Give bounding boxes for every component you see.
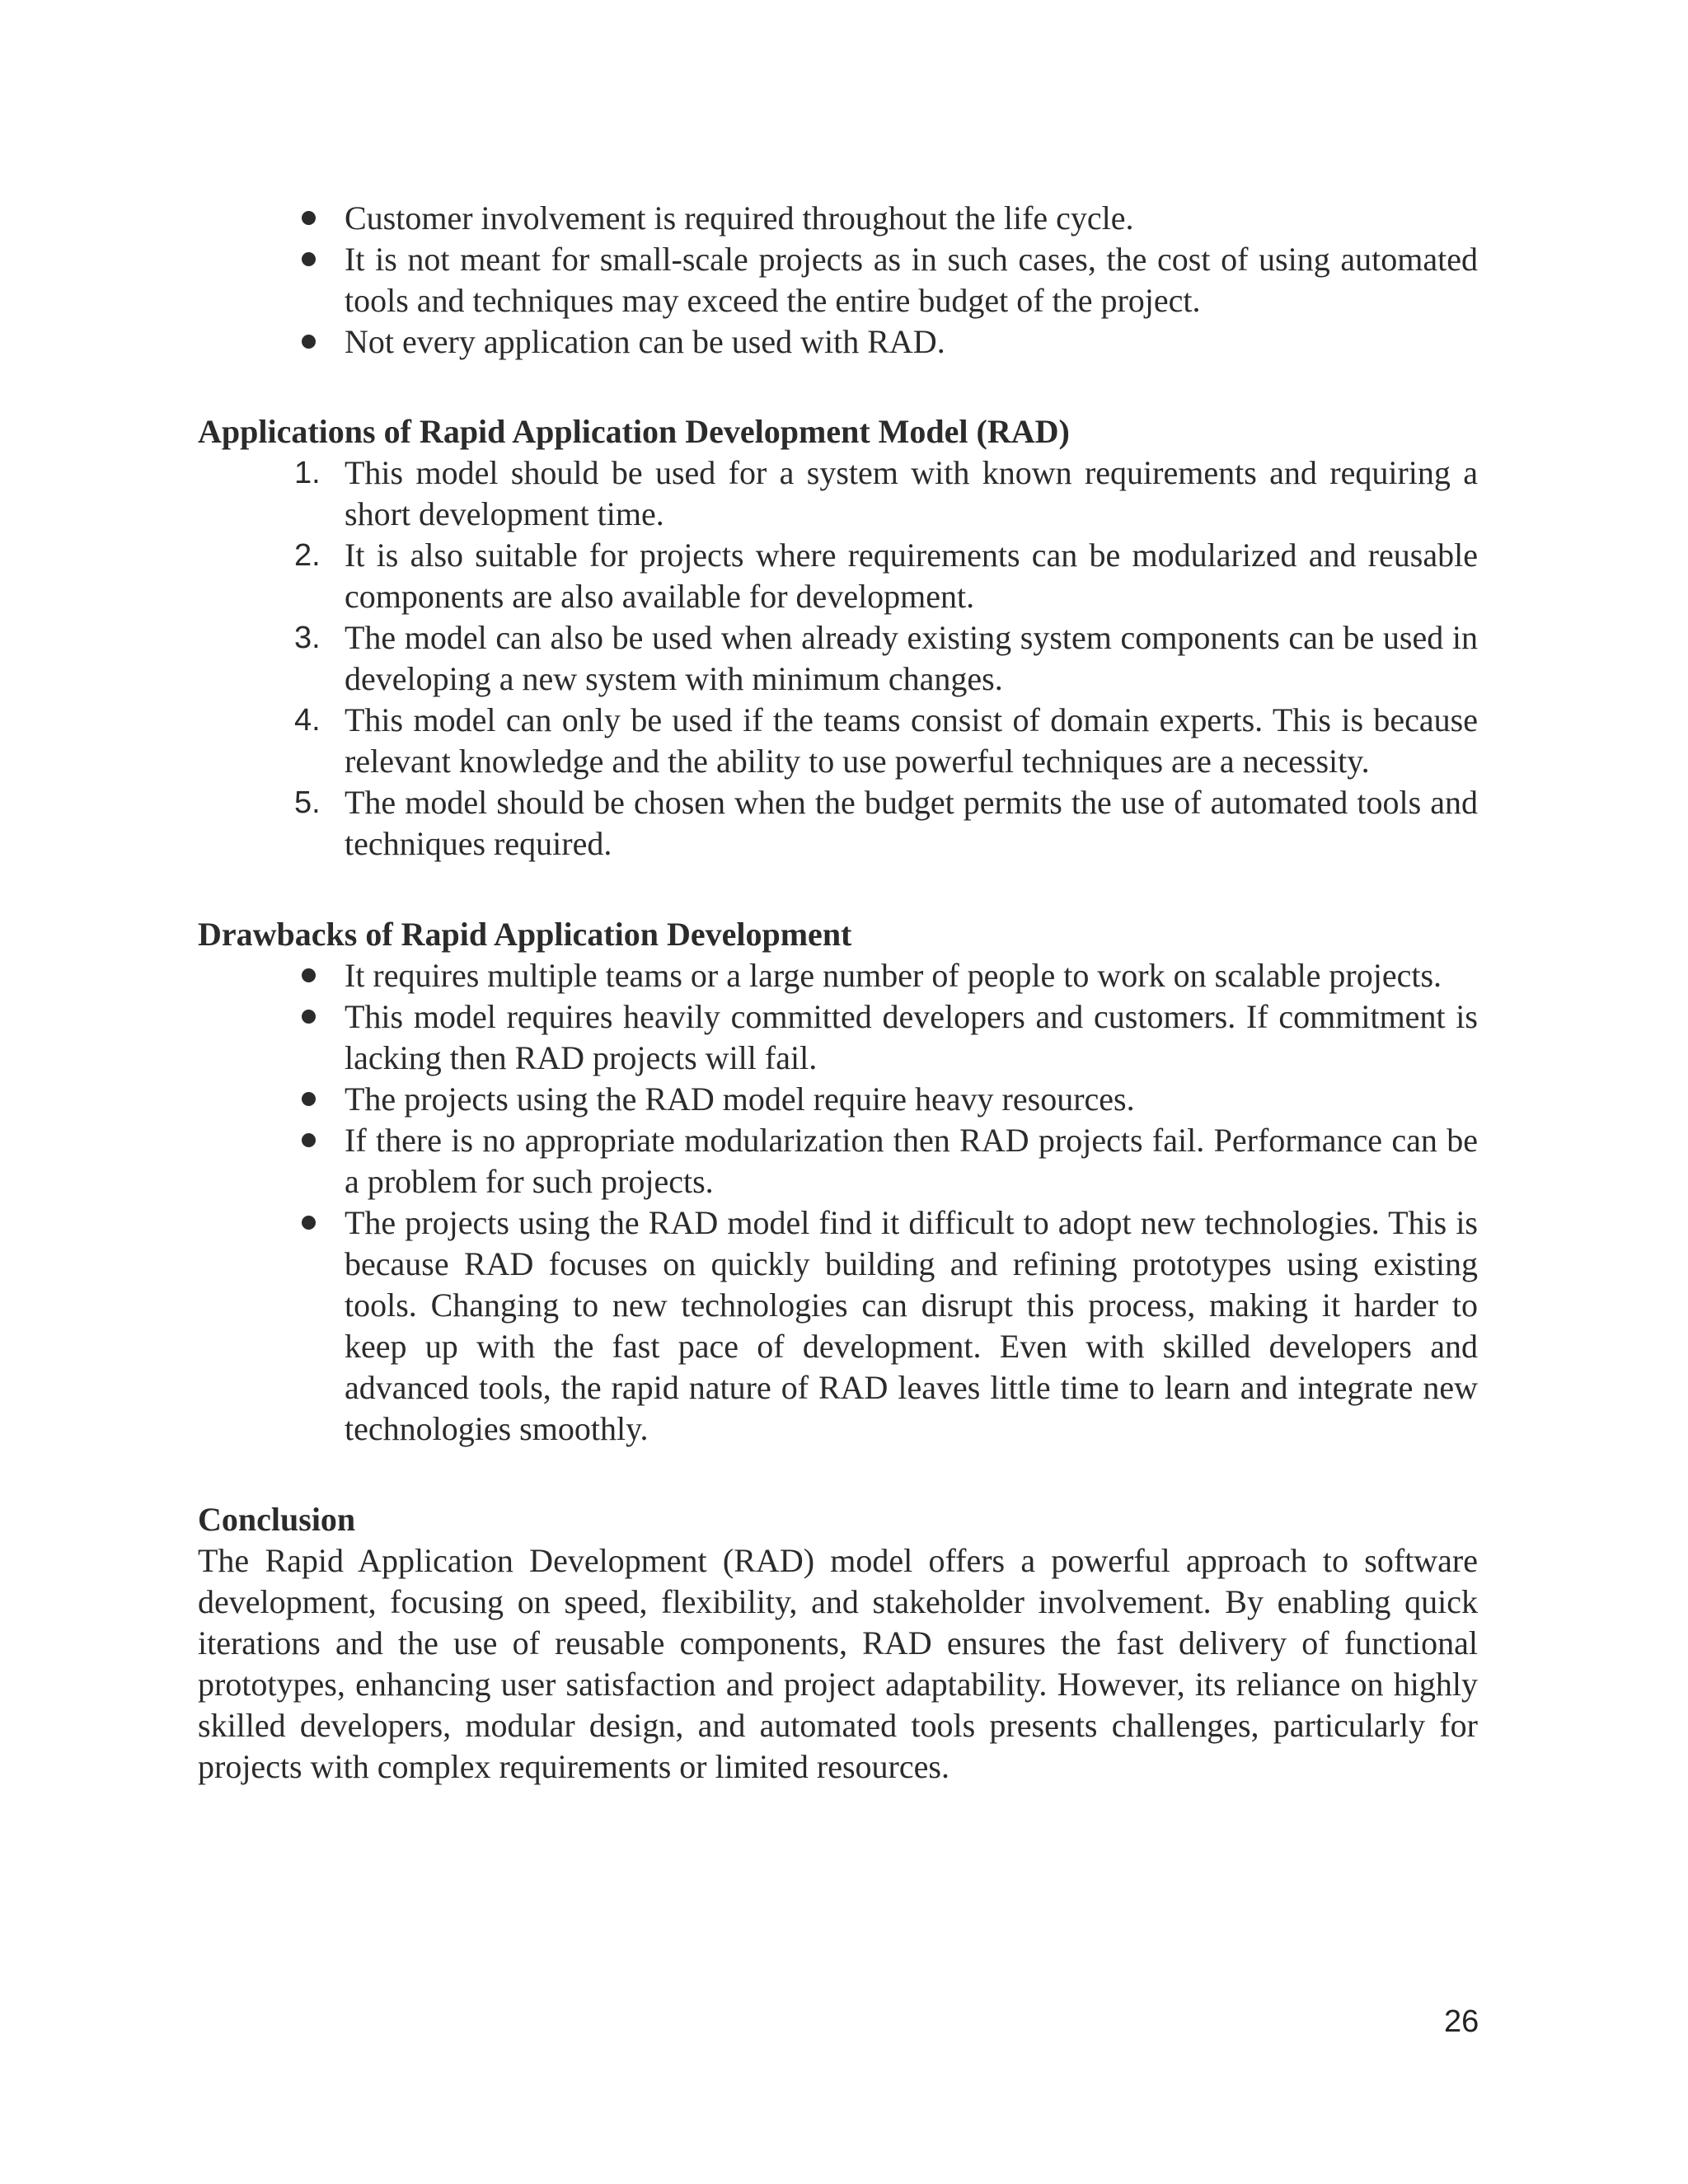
bullet-icon xyxy=(302,335,316,349)
numbered-item-text: The model should be chosen when the budget permits the use of automated tools and techniques required. xyxy=(345,784,1478,862)
bullet-icon xyxy=(302,252,316,266)
applications-heading: Applications of Rapid Application Development Model (RAD) xyxy=(198,413,1070,450)
list-item xyxy=(198,321,1478,363)
list-item xyxy=(198,239,1478,321)
applications-list xyxy=(198,452,1478,865)
bullet-icon xyxy=(302,1216,316,1230)
list-item xyxy=(198,198,1478,239)
list-item-text: It is not meant for small-scale projects as in such cases, the cost of using automated tools and techniques may exceed the entire budget of the project. xyxy=(345,241,1478,319)
bullet-icon xyxy=(302,1010,316,1024)
numbered-item xyxy=(198,617,1478,700)
drawbacks-list xyxy=(198,955,1478,1450)
numbered-item xyxy=(198,700,1478,782)
numbered-item xyxy=(198,782,1478,865)
list-item xyxy=(198,1202,1478,1450)
drawbacks-heading: Drawbacks of Rapid Application Development xyxy=(198,916,852,953)
conclusion-heading: Conclusion xyxy=(198,1501,356,1538)
numbered-item-text: The model can also be used when already existing system components can be used in developing a new system with minimum changes. xyxy=(345,619,1478,697)
list-item-text: It requires multiple teams or a large number of people to work on scalable projects. xyxy=(345,957,1442,994)
list-item xyxy=(198,996,1478,1079)
bullet-icon xyxy=(302,1092,316,1106)
bullet-icon xyxy=(302,968,316,982)
numbered-item xyxy=(198,452,1478,535)
disadvantages-list xyxy=(198,198,1478,363)
list-item xyxy=(198,1120,1478,1202)
conclusion-paragraph: The Rapid Application Development (RAD) model offers a powerful approach to software development, focusing on speed, flexibility, and stakeholder involvement. By enabling quick iterations and the use of reusable components, RAD ensures the fast delivery of functional prototypes, enhancing user satisfaction and project adaptability. However, its reliance on highly skilled developers, modular design, and automated tools presents challenges, particularly for projects with complex requirements or limited resources. xyxy=(198,1542,1478,1785)
page-number: 26 xyxy=(1444,2004,1479,2039)
numbered-item-text: This model can only be used if the teams consist of domain experts. This is because relevant knowledge and the ability to use powerful techniques are a necessity. xyxy=(345,701,1478,780)
list-item-text: Customer involvement is required throughout the life cycle. xyxy=(345,199,1134,237)
item-number: 2. xyxy=(294,538,321,573)
list-item-text: Not every application can be used with RAD. xyxy=(345,323,945,360)
item-number: 1. xyxy=(294,456,321,490)
bullet-icon xyxy=(302,1133,316,1147)
list-item-text: This model requires heavily committed developers and customers. If commitment is lacking then RAD projects will fail. xyxy=(345,998,1478,1076)
document-page xyxy=(198,198,1478,1788)
list-item-text: The projects using the RAD model require heavy resources. xyxy=(345,1080,1135,1118)
bullet-icon xyxy=(302,211,316,225)
numbered-item-text: This model should be used for a system with known requirements and requiring a short development time. xyxy=(345,454,1478,532)
list-item xyxy=(198,955,1478,996)
list-item-text: If there is no appropriate modularization then RAD projects fail. Performance can be a problem for such projects. xyxy=(345,1122,1478,1200)
item-number: 3. xyxy=(294,621,321,655)
item-number: 5. xyxy=(294,785,321,820)
item-number: 4. xyxy=(294,703,321,738)
list-item-text: The projects using the RAD model find it difficult to adopt new technologies. This is because RAD focuses on quickly building and refining prototypes using existing tools. Changing to new technologies can disrupt this process, making it harder to keep up with the fast pace of development. Even with skilled developers and advanced tools, the rapid nature of RAD leaves little time to learn and integrate new technologies smoothly. xyxy=(345,1204,1478,1447)
list-item xyxy=(198,1079,1478,1120)
numbered-item xyxy=(198,535,1478,617)
numbered-item-text: It is also suitable for projects where requirements can be modularized and reusable components are also available for development. xyxy=(345,537,1478,615)
